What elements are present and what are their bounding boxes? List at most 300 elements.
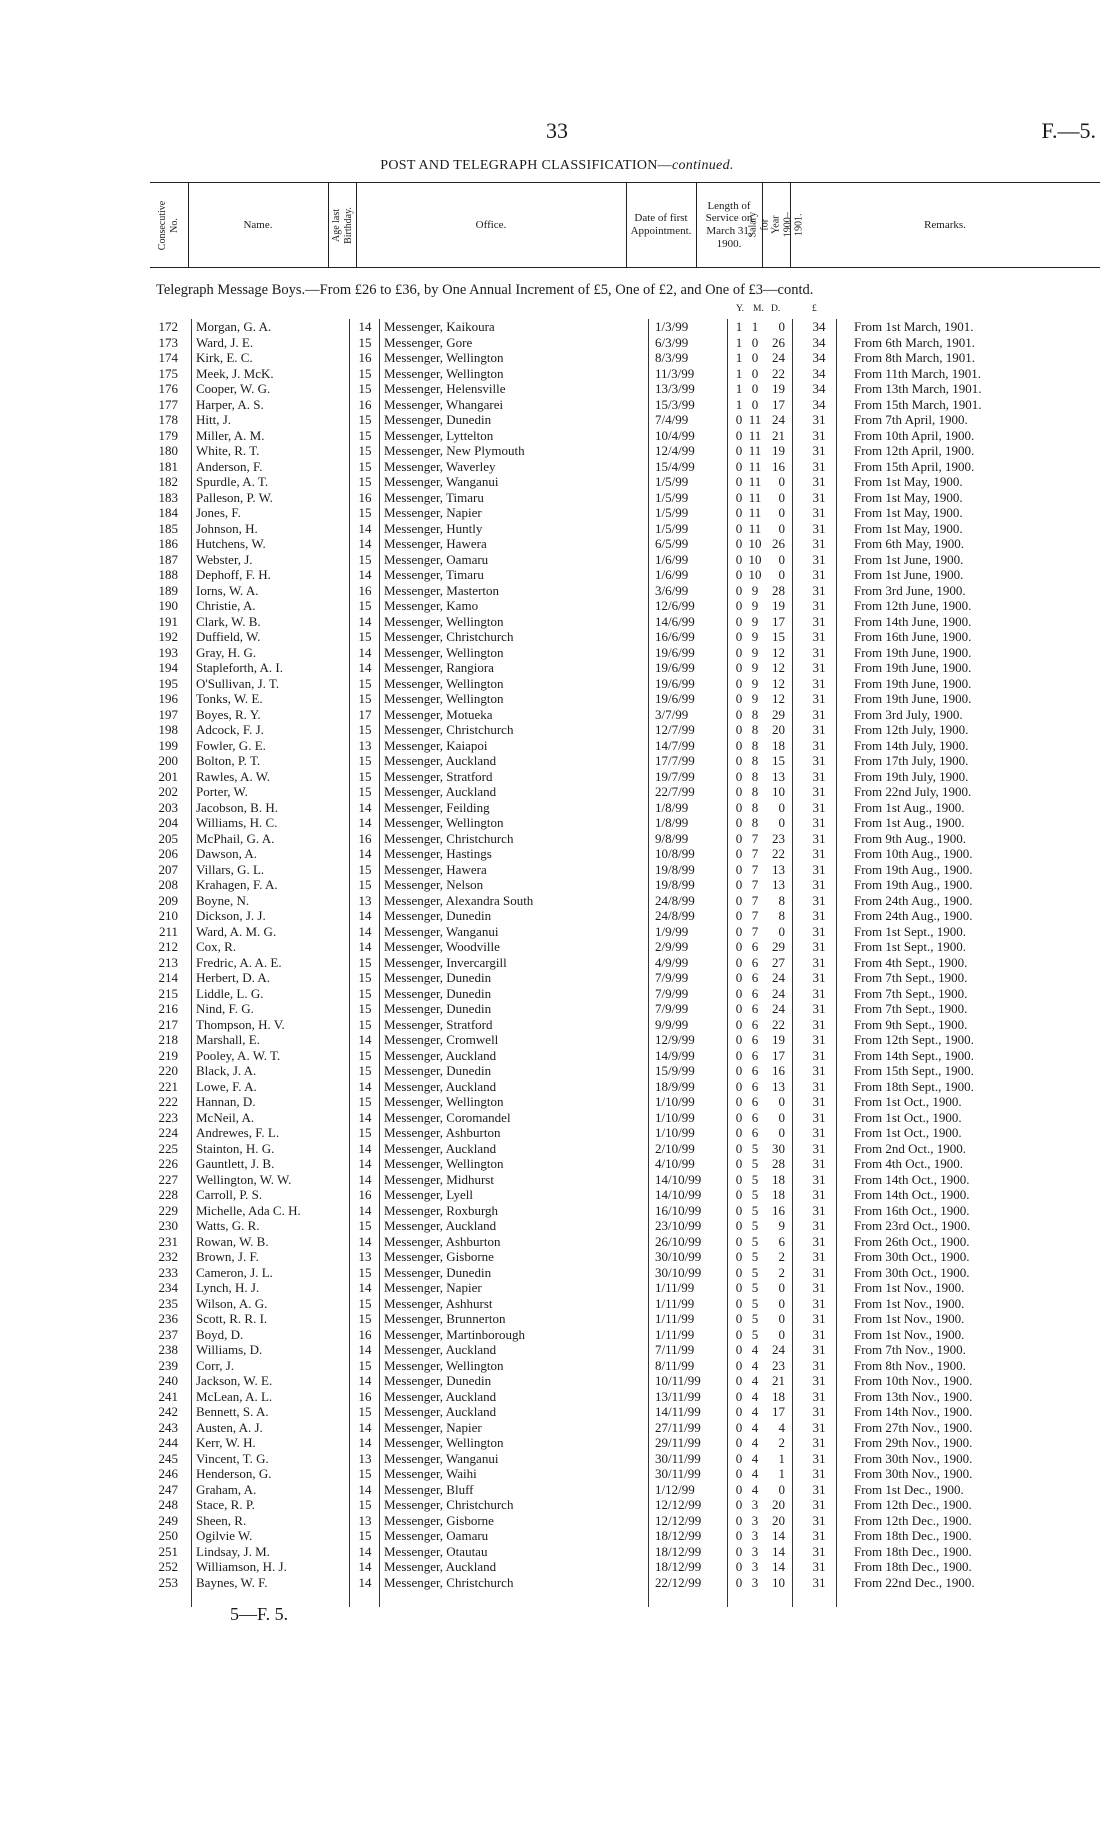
table-row bbox=[140, 536, 1100, 552]
row-salary: 31 bbox=[812, 1032, 826, 1047]
row-days: 26 bbox=[772, 536, 785, 551]
row-no: 216 bbox=[158, 1001, 178, 1016]
row-age: 16 bbox=[358, 582, 372, 598]
row-age: 15 bbox=[358, 598, 372, 613]
row-name: Bennett, S. A. bbox=[196, 1404, 269, 1419]
header-no-text: Consecutive No. bbox=[157, 200, 180, 250]
row-salary: 31 bbox=[812, 892, 826, 908]
row-no: 187 bbox=[158, 551, 178, 567]
row-age: 14 bbox=[358, 1574, 372, 1590]
row-name: Williams, H. C. bbox=[196, 815, 278, 830]
row-age: 14 bbox=[358, 536, 372, 551]
row-months: 6 bbox=[751, 1063, 759, 1078]
row-name: Stace, R. P. bbox=[196, 1497, 255, 1512]
row-date: 7/4/99 bbox=[655, 412, 689, 427]
row-name: Fowler, G. E. bbox=[196, 737, 266, 753]
row-salary: 31 bbox=[812, 551, 826, 567]
row-salary: 31 bbox=[812, 954, 826, 970]
row-remarks: From 1st Oct., 1900. bbox=[854, 1109, 962, 1125]
row-date: 24/8/99 bbox=[655, 892, 695, 908]
row-salary: 34 bbox=[812, 350, 826, 365]
row-salary: 31 bbox=[812, 923, 826, 939]
row-office: Messenger, Christchurch bbox=[384, 722, 514, 737]
row-date: 18/12/99 bbox=[655, 1543, 702, 1559]
row-no: 235 bbox=[158, 1295, 178, 1311]
row-days: 23 bbox=[772, 830, 785, 846]
table-row bbox=[140, 350, 1100, 366]
row-days: 19 bbox=[772, 381, 785, 396]
row-years: 0 bbox=[735, 970, 743, 985]
row-no: 182 bbox=[158, 474, 178, 489]
table-row bbox=[140, 1017, 1100, 1033]
row-remarks: From 6th May, 1900. bbox=[854, 536, 965, 551]
row-months: 6 bbox=[751, 1047, 759, 1063]
row-salary: 31 bbox=[812, 784, 826, 799]
table-row bbox=[140, 645, 1100, 661]
row-days: 0 bbox=[778, 551, 785, 567]
row-remarks: From 1st Nov., 1900. bbox=[854, 1295, 965, 1311]
table-row bbox=[140, 1141, 1100, 1157]
row-months: 6 bbox=[751, 985, 759, 1001]
row-years: 0 bbox=[735, 1156, 743, 1171]
row-name: Stapleforth, A. I. bbox=[196, 660, 284, 675]
table-row bbox=[140, 505, 1100, 521]
row-name: Marshall, E. bbox=[196, 1032, 260, 1047]
row-date: 30/10/99 bbox=[655, 1264, 702, 1280]
row-name: Morgan, G. A. bbox=[196, 319, 272, 334]
row-days: 0 bbox=[778, 1481, 785, 1497]
row-no: 176 bbox=[158, 381, 178, 396]
table-row bbox=[140, 955, 1100, 971]
row-name: Nind, F. G. bbox=[196, 1001, 254, 1016]
row-years: 0 bbox=[735, 1404, 743, 1419]
row-years: 1 bbox=[735, 396, 743, 412]
row-date: 14/11/99 bbox=[655, 1404, 701, 1419]
row-years: 0 bbox=[735, 1373, 743, 1388]
row-age: 14 bbox=[358, 1373, 372, 1388]
row-no: 214 bbox=[158, 970, 178, 985]
row-months: 8 bbox=[751, 737, 759, 753]
table-row bbox=[140, 521, 1100, 537]
row-age: 15 bbox=[358, 675, 372, 691]
row-days: 28 bbox=[772, 1156, 785, 1171]
row-years: 0 bbox=[735, 939, 743, 954]
row-days: 10 bbox=[772, 1574, 785, 1590]
row-no: 203 bbox=[158, 799, 178, 815]
row-no: 177 bbox=[158, 396, 178, 412]
row-date: 12/6/99 bbox=[655, 598, 695, 613]
row-date: 18/12/99 bbox=[655, 1559, 702, 1574]
row-salary: 31 bbox=[812, 830, 826, 846]
row-remarks: From 1st May, 1900. bbox=[854, 505, 963, 520]
row-age: 14 bbox=[358, 1233, 372, 1249]
row-name: Black, J. A. bbox=[196, 1063, 257, 1078]
row-months: 8 bbox=[751, 784, 759, 799]
row-remarks: From 18th Dec., 1900. bbox=[854, 1528, 972, 1543]
row-age: 14 bbox=[358, 1140, 372, 1156]
row-years: 1 bbox=[735, 350, 743, 365]
row-no: 183 bbox=[158, 489, 178, 505]
row-date: 1/6/99 bbox=[655, 551, 689, 567]
row-days: 2 bbox=[778, 1264, 785, 1280]
row-remarks: From 9th Aug., 1900. bbox=[854, 830, 966, 846]
row-date: 12/4/99 bbox=[655, 443, 695, 458]
table-row bbox=[140, 738, 1100, 754]
row-age: 15 bbox=[358, 985, 372, 1001]
row-salary: 31 bbox=[812, 1481, 826, 1497]
row-office: Messenger, Nelson bbox=[384, 877, 484, 892]
table-row bbox=[140, 1234, 1100, 1250]
row-years: 0 bbox=[735, 1311, 743, 1326]
row-no: 190 bbox=[158, 598, 178, 613]
row-name: Rowan, W. B. bbox=[196, 1233, 269, 1249]
row-no: 232 bbox=[158, 1249, 178, 1264]
row-months: 8 bbox=[751, 768, 759, 784]
row-age: 15 bbox=[358, 381, 372, 396]
row-age: 14 bbox=[358, 923, 372, 939]
row-no: 194 bbox=[158, 660, 178, 675]
row-date: 19/8/99 bbox=[655, 861, 695, 877]
row-office: Messenger, Hawera bbox=[384, 536, 487, 551]
header-salary-text: Salary for Year 1900–1901. bbox=[747, 212, 805, 238]
row-days: 0 bbox=[778, 505, 785, 520]
row-name: Ward, J. E. bbox=[196, 334, 254, 350]
row-date: 7/9/99 bbox=[655, 1001, 689, 1016]
row-remarks: From 9th Sept., 1900. bbox=[854, 1016, 968, 1032]
row-remarks: From 14th Nov., 1900. bbox=[854, 1404, 973, 1419]
row-office: Messenger, Invercargill bbox=[384, 954, 507, 970]
row-salary: 31 bbox=[812, 1047, 826, 1063]
row-no: 197 bbox=[158, 706, 178, 722]
row-salary: 31 bbox=[812, 1109, 826, 1125]
row-name: Harper, A. S. bbox=[196, 396, 264, 412]
row-name: Ogilvie W. bbox=[196, 1528, 253, 1543]
row-date: 1/8/99 bbox=[655, 799, 689, 815]
row-office: Messenger, Wellington bbox=[384, 1156, 504, 1171]
row-no: 218 bbox=[158, 1032, 178, 1047]
row-years: 0 bbox=[735, 1125, 743, 1140]
row-name: Williamson, H. J. bbox=[196, 1559, 287, 1574]
row-date: 12/7/99 bbox=[655, 722, 695, 737]
row-age: 14 bbox=[358, 1078, 372, 1094]
row-no: 189 bbox=[158, 582, 178, 598]
row-remarks: From 1st Aug., 1900. bbox=[854, 815, 965, 830]
table-row bbox=[140, 893, 1100, 909]
row-days: 1 bbox=[778, 1450, 785, 1466]
row-years: 0 bbox=[735, 1574, 743, 1590]
row-days: 0 bbox=[778, 474, 785, 489]
row-office: Messenger, Stratford bbox=[384, 1016, 493, 1032]
row-remarks: From 22nd Dec., 1900. bbox=[854, 1574, 975, 1590]
row-age: 17 bbox=[358, 706, 372, 722]
row-age: 14 bbox=[358, 613, 372, 629]
row-name: Anderson, F. bbox=[196, 458, 263, 474]
row-office: Messenger, Dunedin bbox=[384, 1001, 492, 1016]
row-date: 1/11/99 bbox=[655, 1311, 695, 1326]
row-age: 14 bbox=[358, 1280, 372, 1295]
row-remarks: From 1st March, 1901. bbox=[854, 319, 974, 334]
row-years: 0 bbox=[735, 1326, 743, 1342]
row-remarks: From 3rd July, 1900. bbox=[854, 706, 963, 722]
row-days: 24 bbox=[772, 1001, 785, 1016]
row-salary: 31 bbox=[812, 1063, 826, 1078]
row-date: 1/8/99 bbox=[655, 815, 689, 830]
row-date: 3/7/99 bbox=[655, 706, 689, 722]
row-office: Messenger, Kamo bbox=[384, 598, 479, 613]
row-date: 10/11/99 bbox=[655, 1373, 701, 1388]
row-office: Messenger, New Plymouth bbox=[384, 443, 525, 458]
row-age: 15 bbox=[358, 334, 372, 350]
row-age: 13 bbox=[358, 892, 372, 908]
row-months: 7 bbox=[751, 892, 759, 908]
row-days: 29 bbox=[772, 939, 785, 954]
row-salary: 31 bbox=[812, 629, 826, 644]
row-no: 243 bbox=[158, 1419, 178, 1435]
row-days: 4 bbox=[778, 1419, 785, 1435]
row-days: 0 bbox=[778, 319, 785, 334]
row-months: 9 bbox=[751, 582, 759, 598]
row-name: McLean, A. L. bbox=[196, 1388, 273, 1404]
row-days: 22 bbox=[772, 365, 785, 381]
row-remarks: From 29th Nov., 1900. bbox=[854, 1435, 973, 1450]
row-name: Brown, J. F. bbox=[196, 1249, 259, 1264]
row-years: 0 bbox=[735, 644, 743, 660]
row-days: 19 bbox=[772, 1032, 785, 1047]
row-salary: 31 bbox=[812, 443, 826, 458]
table-row bbox=[140, 1544, 1100, 1560]
row-date: 13/3/99 bbox=[655, 381, 695, 396]
row-office: Messenger, Auckland bbox=[384, 1342, 497, 1357]
unit-days: D. bbox=[771, 304, 781, 314]
row-no: 204 bbox=[158, 815, 178, 830]
row-remarks: From 19th June, 1900. bbox=[854, 675, 972, 691]
row-remarks: From 1st Aug., 1900. bbox=[854, 799, 965, 815]
row-remarks: From 18th Sept., 1900. bbox=[854, 1078, 974, 1094]
row-no: 231 bbox=[158, 1233, 178, 1249]
row-name: Johnson, H. bbox=[196, 520, 258, 536]
row-days: 13 bbox=[772, 1078, 785, 1094]
table-row bbox=[140, 1389, 1100, 1405]
row-salary: 31 bbox=[812, 1559, 826, 1574]
row-days: 28 bbox=[772, 582, 785, 598]
row-months: 5 bbox=[751, 1187, 759, 1202]
row-salary: 31 bbox=[812, 1171, 826, 1187]
row-months: 5 bbox=[751, 1264, 759, 1280]
row-months: 9 bbox=[751, 629, 759, 644]
row-salary: 31 bbox=[812, 1264, 826, 1280]
row-no: 236 bbox=[158, 1311, 178, 1326]
row-months: 7 bbox=[751, 877, 759, 892]
row-no: 229 bbox=[158, 1202, 178, 1218]
row-remarks: From 7th Sept., 1900. bbox=[854, 985, 968, 1001]
row-age: 15 bbox=[358, 551, 372, 567]
row-years: 0 bbox=[735, 1109, 743, 1125]
row-months: 11 bbox=[748, 520, 762, 536]
row-date: 2/9/99 bbox=[655, 939, 689, 954]
row-remarks: From 12th April, 1900. bbox=[854, 443, 975, 458]
row-years: 0 bbox=[735, 985, 743, 1001]
row-months: 4 bbox=[751, 1481, 759, 1497]
row-months: 9 bbox=[751, 691, 759, 706]
row-months: 9 bbox=[751, 644, 759, 660]
row-remarks: From 10th Aug., 1900. bbox=[854, 846, 973, 861]
row-salary: 31 bbox=[812, 1435, 826, 1450]
row-no: 242 bbox=[158, 1404, 178, 1419]
row-salary: 31 bbox=[812, 613, 826, 629]
row-date: 1/5/99 bbox=[655, 489, 689, 505]
table-row bbox=[140, 1404, 1100, 1420]
row-office: Messenger, Helensville bbox=[384, 381, 506, 396]
row-months: 3 bbox=[751, 1497, 759, 1512]
row-remarks: From 7th Nov., 1900. bbox=[854, 1342, 966, 1357]
table-row bbox=[140, 1497, 1100, 1513]
row-office: Messenger, Stratford bbox=[384, 768, 493, 784]
row-months: 8 bbox=[751, 799, 759, 815]
row-no: 184 bbox=[158, 505, 178, 520]
row-years: 1 bbox=[735, 319, 743, 334]
row-days: 17 bbox=[772, 1404, 785, 1419]
row-name: Dephoff, F. H. bbox=[196, 567, 271, 582]
row-salary: 31 bbox=[812, 861, 826, 877]
row-years: 0 bbox=[735, 846, 743, 861]
row-office: Messenger, Roxburgh bbox=[384, 1202, 499, 1218]
row-no: 233 bbox=[158, 1264, 178, 1280]
row-salary: 31 bbox=[812, 970, 826, 985]
row-age: 15 bbox=[358, 1125, 372, 1140]
row-months: 5 bbox=[751, 1311, 759, 1326]
table-row bbox=[140, 428, 1100, 444]
row-office: Messenger, Dunedin bbox=[384, 412, 492, 427]
table-row bbox=[140, 846, 1100, 862]
row-name: O'Sullivan, J. T. bbox=[196, 675, 280, 691]
row-office: Messenger, Bluff bbox=[384, 1481, 474, 1497]
row-no: 181 bbox=[158, 458, 178, 474]
row-no: 238 bbox=[158, 1342, 178, 1357]
row-no: 240 bbox=[158, 1373, 178, 1388]
unit-months: M. bbox=[753, 304, 764, 314]
row-age: 13 bbox=[358, 1450, 372, 1466]
row-days: 0 bbox=[778, 1311, 785, 1326]
row-date: 19/6/99 bbox=[655, 660, 695, 675]
row-days: 2 bbox=[778, 1435, 785, 1450]
row-office: Messenger, Wanganui bbox=[384, 1450, 499, 1466]
row-months: 0 bbox=[751, 350, 759, 365]
row-remarks: From 12th Sept., 1900. bbox=[854, 1032, 974, 1047]
row-name: Hutchens, W. bbox=[196, 536, 266, 551]
row-months: 10 bbox=[748, 551, 762, 567]
table-row bbox=[140, 1482, 1100, 1498]
row-months: 8 bbox=[751, 815, 759, 830]
row-days: 0 bbox=[778, 1109, 785, 1125]
row-days: 26 bbox=[772, 334, 785, 350]
row-office: Messenger, Waihi bbox=[384, 1466, 477, 1481]
row-days: 18 bbox=[772, 1171, 785, 1187]
row-months: 9 bbox=[751, 675, 759, 691]
row-remarks: From 1st June, 1900. bbox=[854, 567, 964, 582]
row-date: 26/10/99 bbox=[655, 1233, 702, 1249]
row-age: 14 bbox=[358, 799, 372, 815]
table-row bbox=[140, 1420, 1100, 1436]
row-days: 21 bbox=[772, 427, 785, 443]
row-days: 13 bbox=[772, 861, 785, 877]
row-no: 239 bbox=[158, 1357, 178, 1373]
row-months: 0 bbox=[751, 365, 759, 381]
row-salary: 31 bbox=[812, 1233, 826, 1249]
row-years: 1 bbox=[735, 381, 743, 396]
row-remarks: From 1st Sept., 1900. bbox=[854, 939, 966, 954]
row-years: 0 bbox=[735, 1047, 743, 1063]
row-no: 221 bbox=[158, 1078, 178, 1094]
row-date: 16/6/99 bbox=[655, 629, 695, 644]
row-years: 0 bbox=[735, 830, 743, 846]
row-days: 19 bbox=[772, 443, 785, 458]
row-name: Meek, J. McK. bbox=[196, 365, 274, 381]
row-days: 17 bbox=[772, 1047, 785, 1063]
row-office: Messenger, Waverley bbox=[384, 458, 496, 474]
row-date: 14/6/99 bbox=[655, 613, 695, 629]
row-no: 250 bbox=[158, 1528, 178, 1543]
row-date: 18/9/99 bbox=[655, 1078, 695, 1094]
row-years: 0 bbox=[735, 427, 743, 443]
row-age: 14 bbox=[358, 520, 372, 536]
row-no: 234 bbox=[158, 1280, 178, 1295]
table-row bbox=[140, 1280, 1100, 1296]
row-no: 173 bbox=[158, 334, 178, 350]
row-no: 219 bbox=[158, 1047, 178, 1063]
row-age: 15 bbox=[358, 505, 372, 520]
row-salary: 31 bbox=[812, 1574, 826, 1590]
table-header bbox=[150, 182, 1100, 268]
row-salary: 31 bbox=[812, 1156, 826, 1171]
row-no: 224 bbox=[158, 1125, 178, 1140]
row-salary: 31 bbox=[812, 489, 826, 505]
row-name: Vincent, T. G. bbox=[196, 1450, 269, 1466]
row-salary: 31 bbox=[812, 691, 826, 706]
row-age: 15 bbox=[358, 1311, 372, 1326]
row-salary: 31 bbox=[812, 706, 826, 722]
row-office: Messenger, Martinborough bbox=[384, 1326, 526, 1342]
row-remarks: From 14th Oct., 1900. bbox=[854, 1187, 970, 1202]
table-row bbox=[140, 986, 1100, 1002]
table-row bbox=[140, 397, 1100, 413]
row-days: 12 bbox=[772, 691, 785, 706]
row-office: Messenger, Wellington bbox=[384, 1094, 504, 1109]
table-row bbox=[140, 412, 1100, 428]
header-no bbox=[150, 183, 189, 267]
row-salary: 31 bbox=[812, 799, 826, 815]
row-salary: 31 bbox=[812, 1419, 826, 1435]
row-months: 6 bbox=[751, 1078, 759, 1094]
row-age: 14 bbox=[358, 644, 372, 660]
row-date: 27/11/99 bbox=[655, 1419, 701, 1435]
row-months: 3 bbox=[751, 1574, 759, 1590]
row-office: Messenger, Woodville bbox=[384, 939, 500, 954]
title-main: POST AND TELEGRAPH CLASSIFICATION— bbox=[380, 158, 672, 173]
row-office: Messenger, Auckland bbox=[384, 1078, 497, 1094]
row-years: 0 bbox=[735, 877, 743, 892]
row-days: 19 bbox=[772, 598, 785, 613]
row-salary: 34 bbox=[812, 381, 826, 396]
table-row bbox=[140, 815, 1100, 831]
row-days: 8 bbox=[778, 892, 785, 908]
row-years: 1 bbox=[735, 334, 743, 350]
row-date: 19/6/99 bbox=[655, 675, 695, 691]
row-office: Messenger, Dunedin bbox=[384, 970, 492, 985]
row-name: Sheen, R. bbox=[196, 1512, 247, 1528]
row-office: Messenger, Auckland bbox=[384, 1218, 497, 1233]
row-remarks: From 12th Dec., 1900. bbox=[854, 1512, 972, 1528]
row-salary: 31 bbox=[812, 1249, 826, 1264]
